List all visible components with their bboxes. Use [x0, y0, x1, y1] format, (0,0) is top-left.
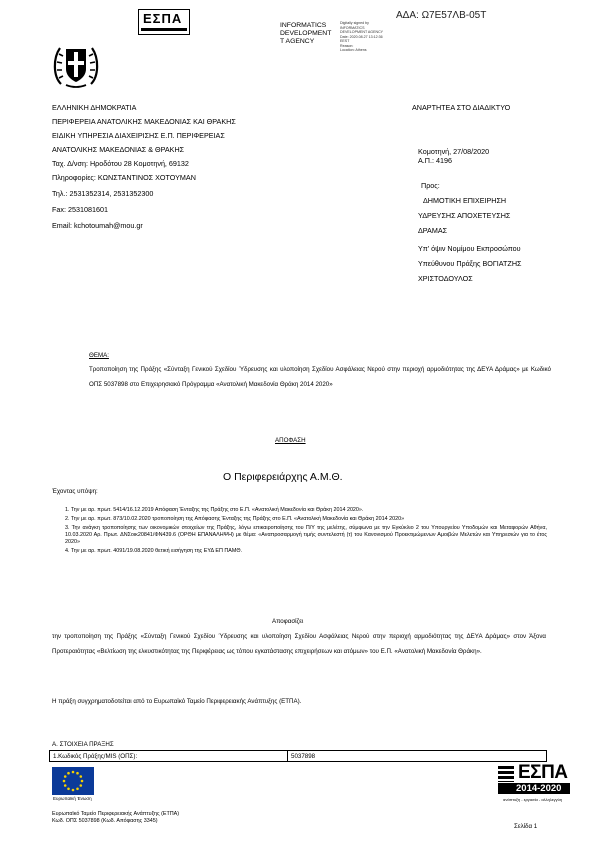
- consideration-item: 3. Την ανάγκη τροποποίησης των οικονομικών στοιχείων της Πράξης, λόγω επικαιροποίησης του Π/Υ της μελέτης, σύμφωνα με την Εγκύκλιο 2 του Υπουργείου Υποδομών και Μεταφορών Αθήνα, 10.03.2020 Αρ. Πρωτ. ΔΝΣοικ20841/ΦΝ439.6 (ΟΡΘΗ ΕΠΑΝΑΛΗΨΗ) με θέμα: «Αναπροσαρμογή τιμής συντελεστή (τ) του Κανονισμού Προεκτιμώμενων Αμοιβών Μελετών και Υπηρεσιών για το έτος 2020»: [65, 525, 547, 545]
- sender-line: Ταχ. Δ/νση: Ηροδότου 28 Κομοτηνή, 69132: [52, 159, 189, 168]
- subject-text: Τροποποίηση της Πράξης «Σύνταξη Γενικού Σχεδίου Ύδρευσης και υλοποίηση Σχεδίου Ασφάλειας Νερού στην περιοχή αρμοδιότητας της ΔΕΥΑ Δράμας» με Κωδικό ΟΠΣ 5037898 στο Επιχειρησιακό Πρόγραμμα «Ανατολική Μακεδονία Θράκη 2014 2020»: [89, 366, 551, 388]
- info-agency-line: INFORMATICS: [280, 22, 327, 29]
- greek-coat-of-arms-icon: [52, 40, 100, 90]
- project-table: [49, 750, 547, 762]
- recipient-label: Προς:: [421, 181, 440, 190]
- signature-line: EEST: [340, 39, 350, 43]
- sender-line: ΑΝΑΤΟΛΙΚΗΣ ΜΑΚΕΔΟΝΙΑΣ & ΘΡΑΚΗΣ: [52, 145, 185, 154]
- signature-line: Digitally signed by: [340, 21, 369, 25]
- espa-flag-icon: [498, 766, 514, 782]
- footer-line: Ευρωπαϊκό Ταμείο Περιφερειακής Ανάπτυξης (ΕΤΠΑ): [52, 811, 180, 817]
- project-code-value: 5037898: [291, 753, 316, 760]
- recipient-line: Υπ' όψιν Νομίμου Εκπροσώπου: [418, 244, 521, 253]
- sender-block: [52, 103, 236, 235]
- project-code-label: 1.Κωδικός Πράξης/MIS (ΟΠΣ):: [53, 753, 138, 760]
- espa-slogan: ανάπτυξη - εργασία - αλληλεγγύη: [503, 797, 563, 802]
- document-date: Κομοτηνή, 27/08/2020: [418, 147, 490, 156]
- sender-line: Fax: 2531081601: [52, 205, 108, 214]
- signature-line: INFORMATICS: [340, 25, 365, 30]
- protocol-number: Α.Π.: 4196: [418, 156, 452, 165]
- sender-email[interactable]: Email: kchotoumah@mou.gr: [52, 221, 143, 230]
- ada-code: ΑΔΑ: Ω7Ε57ΛΒ-05Τ: [396, 10, 487, 21]
- signature-line: Reason:: [340, 43, 354, 48]
- signature-line: DEVELOPMENT AGENCY: [340, 30, 384, 34]
- consideration-item: 1. Την με αρ. πρωτ. 5414/16.12.2019 Απόφαση Ένταξης της Πράξης στο Ε.Π. «Ανατολική Μακεδονία και Θράκη 2014 2020».: [65, 507, 364, 513]
- espa-logo-top-text: ΕΣΠΑ: [143, 11, 183, 26]
- espa-years: 2014-2020: [516, 783, 562, 794]
- signature-line: Date: 2020.08.27 13:12:36: [340, 34, 383, 39]
- espa-logo-bottom: [498, 763, 570, 805]
- page-number: Σελίδα 1: [514, 823, 538, 830]
- recipient-line: ΔΗΜΟΤΙΚΗ ΕΠΙΧΕΙΡΗΣΗ: [423, 196, 507, 205]
- sender-line: ΠΕΡΙΦΕΡΕΙΑ ΑΝΑΤΟΛΙΚΗΣ ΜΑΚΕΔΟΝΙΑΣ ΚΑΙ ΘΡΑΚΗΣ: [52, 117, 236, 126]
- consideration-item: 2. Την με αρ. πρωτ. 873/10.02.2020 τροποποίηση της Απόφασης Ένταξης της Πράξης στο Ε.Π. «Ανατολική Μακεδονία και Θράκη 2014 2020»: [65, 516, 405, 522]
- sender-line: ΕΙΔΙΚΗ ΥΠΗΡΕΣΙΑ ΔΙΑΧΕΙΡΙΣΗΣ Ε.Π. ΠΕΡΙΦΕΡΕΙΑΣ: [52, 131, 225, 140]
- recipient-line: ΧΡΙΣΤΟΔΟΥΛΟΣ: [418, 274, 473, 283]
- recipient-block: [418, 181, 521, 289]
- decision-label: ΑΠΟΦΑΣΗ: [275, 437, 306, 444]
- governor-title: Ο Περιφερειάρχης Α.Μ.Θ.: [223, 471, 343, 483]
- info-agency-block: [280, 22, 331, 46]
- recipient-line: ΥΔΡΕΥΣΗΣ ΑΠΟΧΕΤΕΥΣΗΣ: [418, 211, 511, 220]
- footer-line: Κωδ. ΟΠΣ 5037898 (Κωδ. Απόφασης 3345): [52, 818, 158, 824]
- decides-label: Αποφασίζει: [272, 618, 304, 625]
- recipient-line: Υπεύθυνου Πράξης ΒΟΓΙΑΤΖΗΣ: [418, 259, 522, 268]
- posting-notice: ΑΝΑΡΤΗΤΕΑ ΣΤΟ ΔΙΑΔΙΚΤΥΟ: [412, 103, 511, 112]
- subject-label: ΘΕΜΑ:: [89, 352, 109, 359]
- signature-line: Location: Athens: [340, 48, 367, 52]
- considering-label: Έχοντας υπόψη:: [52, 488, 98, 495]
- info-agency-line: DEVELOPMENT: [280, 30, 332, 37]
- considerations-list: [65, 507, 547, 555]
- footer-fund: [52, 811, 179, 825]
- sender-line: Τηλ.: 2531352314, 2531352300: [52, 189, 154, 198]
- espa-logo-top: [138, 9, 190, 35]
- eu-caption: Ευρωπαϊκή Ένωση: [53, 796, 92, 801]
- cofinanced-note: Η πράξη συγχρηματοδοτείται από το Ευρωπαϊκό Ταμείο Περιφερειακής Ανάπτυξης (ΕΤΠΑ).: [52, 698, 302, 705]
- section-a-title: Α. ΣΤΟΙΧΕΙΑ ΠΡΑΞΗΣ: [52, 741, 114, 748]
- info-agency-line: T AGENCY: [280, 38, 315, 45]
- consideration-item: 4. Την με αρ. πρωτ. 4091/19.08.2020 θετική εισήγηση της ΕΥΔ ΕΠ ΠΑΜΘ.: [65, 548, 243, 554]
- eu-flag-icon: [52, 767, 94, 795]
- espa-title: ΕΣΠΑ: [518, 762, 568, 783]
- sender-line: ΕΛΛΗΝΙΚΗ ΔΗΜΟΚΡΑΤΙΑ: [52, 103, 137, 112]
- sender-line: Πληροφορίες: ΚΩΝΣΤΑΝΤΙΝΟΣ ΧΟΤΟΥΜΑΝ: [52, 173, 196, 182]
- espa-years-bar: [498, 783, 570, 794]
- decision-text: την τροποποίηση της Πράξης «Σύνταξη Γενικού Σχεδίου Ύδρευσης και υλοποίηση Σχεδίου Ασφάλειας Νερού στην περιοχή αρμοδιότητας της ΔΕΥΑ Δράμας» στον Άξονα Προτεραιότητας «Βελτίωση της ελκυστικότητας της Περιφέρειας ως τόπου εγκατάστασης επιχειρήσεων και ατόμων» του Ε.Π. «Ανατολική Μακεδονία Θράκη».: [52, 633, 546, 655]
- recipient-line: ΔΡΑΜΑΣ: [418, 226, 448, 235]
- digital-signature: [340, 21, 383, 53]
